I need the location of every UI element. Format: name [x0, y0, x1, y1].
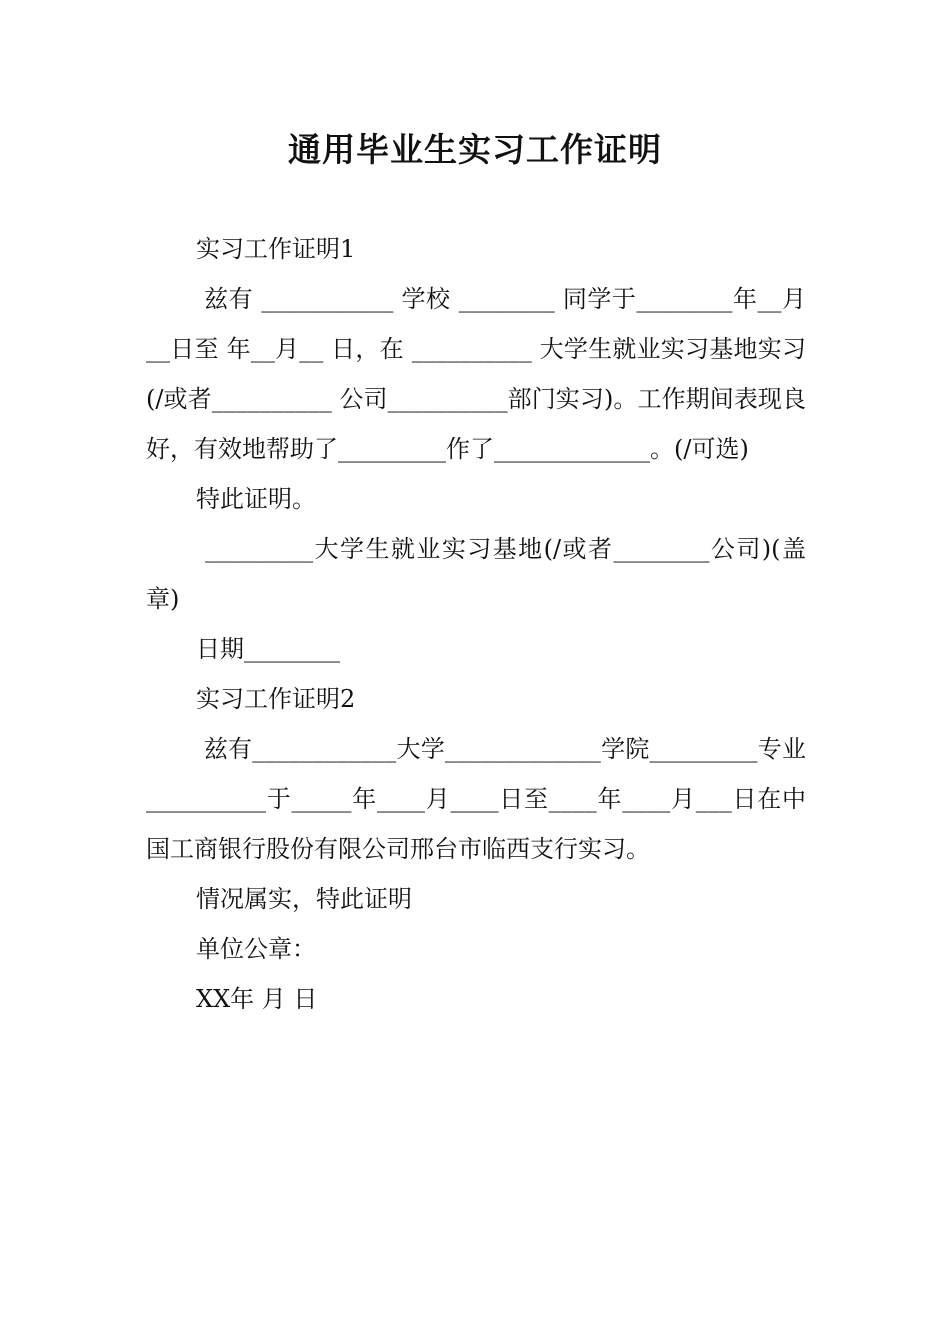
paragraph-unit-seal: 单位公章：: [196, 935, 316, 963]
paragraph-certificate-2-body: 兹有____________大学_____________学院_________专业__________于_____年____月____日至____年____月___日在中国工商银行股份有限公司邢台市临西支行实习。: [146, 735, 806, 863]
paragraph-certificate-1-body: 兹有 ___________ 学校 ________ 同学于________年__月__日至 年__月__ 日，在 __________ 大学生就业实习基地实习(/或者__________ 公司__________部门实习)。工作期间表现良好，有效地帮助了_________作了_____________。(/可选): [146, 285, 806, 463]
document-title: 通用毕业生实习工作证明: [288, 130, 662, 169]
paragraph-hereby-certify: 特此证明。: [196, 485, 316, 513]
document-body: [146, 224, 806, 1024]
section-heading-certificate-1: 实习工作证明1: [196, 235, 356, 263]
section-heading-certificate-2: 实习工作证明2: [196, 685, 356, 713]
paragraph-seal-line: _________大学生就业实习基地(/或者________公司)(盖章): [146, 535, 806, 613]
paragraph-final-date: XX年 月 日: [196, 985, 318, 1013]
paragraph-facts-true: 情况属实，特此证明: [196, 885, 412, 913]
paragraph-date-line: 日期________: [196, 635, 340, 663]
